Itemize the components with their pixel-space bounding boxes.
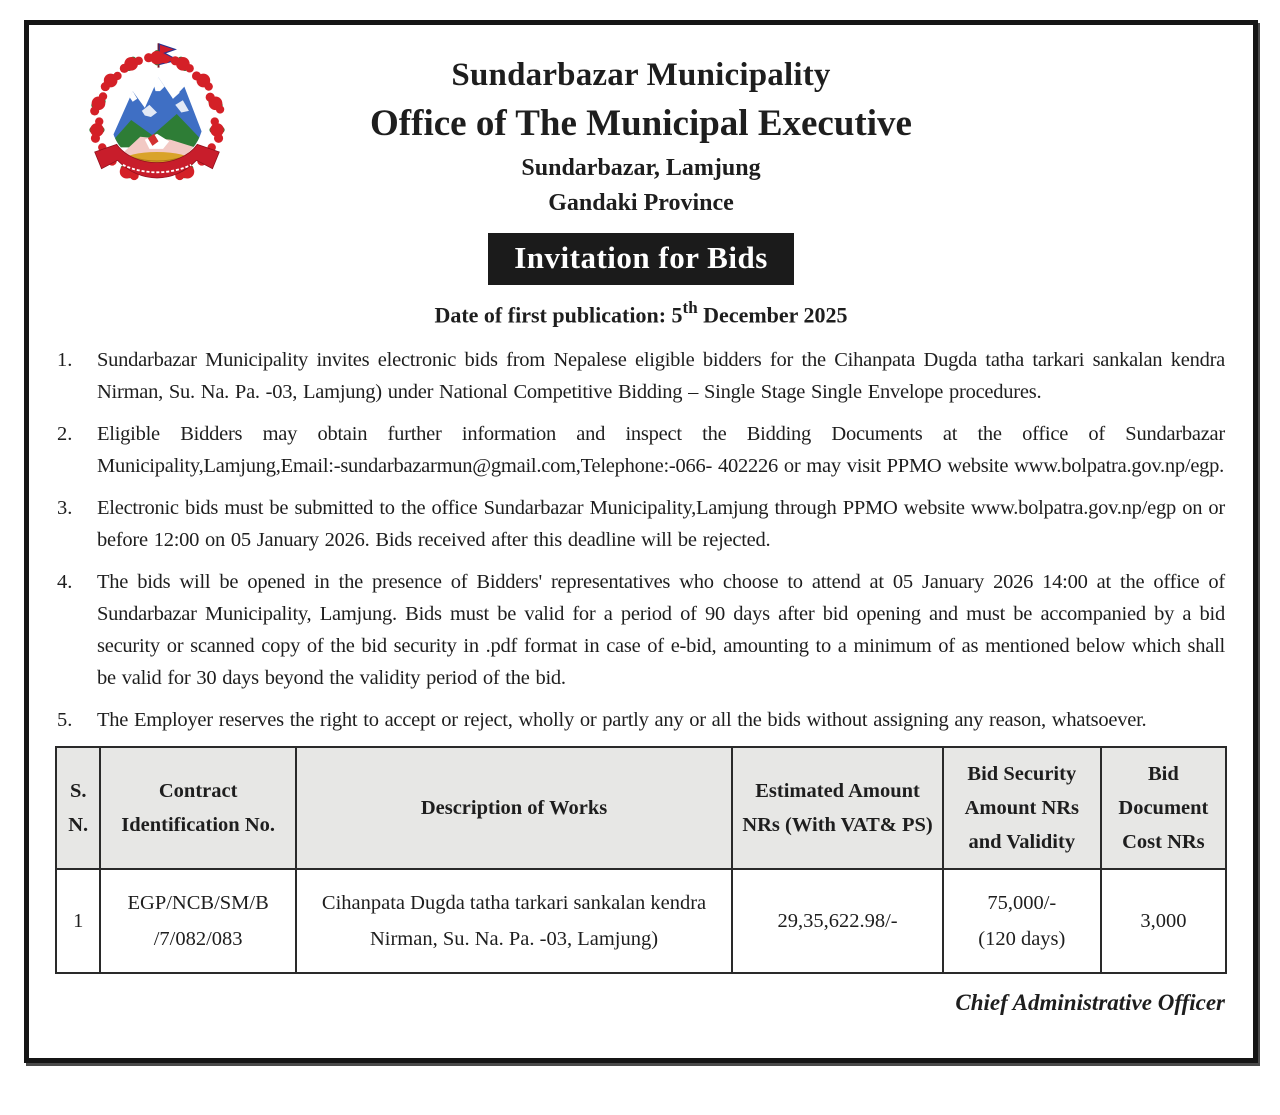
notice-number: 2. <box>57 423 73 446</box>
notice-text: Electronic bids must be submitted to the office Sundarbazar Municipality,Lamjung through PPMO website www.bolpatra.gov.np/egp on or before 12:00 on 05 January 2026. Bids received after this deadline will be rejected. <box>97 497 1225 552</box>
nepal-emblem-logo <box>81 41 233 193</box>
publication-date-suffix: December 2025 <box>697 302 848 328</box>
notice-text: The bids will be opened in the presence of Bidders' representatives who choose to attend at 05 January 2026 14:00 at the office of Sundarbazar Municipality, Lamjung. Bids must be valid for a period of 90 days after bid opening and must be accompanied by a bid security or scanned copy of the bid security in .pdf format in case of e-bid, amounting to a minimum of as mentioned below which shall be valid for 30 days beyond the validity period of the bid. <box>97 571 1225 690</box>
notice-number: 1. <box>57 349 73 372</box>
municipality-name: Sundarbazar Municipality <box>451 57 831 93</box>
cell-sn: 1 <box>56 869 100 973</box>
office-address: Sundarbazar, Lamjung <box>521 155 761 181</box>
document-header <box>55 39 1227 217</box>
invitation-banner: Invitation for Bids <box>488 233 794 285</box>
notice-page <box>24 20 1258 1063</box>
col-header-bid-security: Bid Security Amount NRs and Validity <box>943 747 1101 869</box>
bids-table <box>55 746 1227 974</box>
notice-text: The Employer reserves the right to accept or reject, wholly or partly any or all the bids without assigning any reason, whatsoever. <box>97 709 1147 732</box>
notice-number: 3. <box>57 497 73 520</box>
notice-item-1 <box>57 344 1225 408</box>
cell-estimated-amount: 29,35,622.98/- <box>732 869 943 973</box>
cell-description: Cihanpata Dugda tatha tarkari sankalan kendra Nirman, Su. Na. Pa. -03, Lamjung) <box>296 869 732 973</box>
cell-bid-document-cost: 3,000 <box>1101 869 1226 973</box>
col-header-description: Description of Works <box>296 747 732 869</box>
table-header-row <box>56 747 1226 869</box>
col-header-sn: S. N. <box>56 747 100 869</box>
notice-item-4 <box>57 566 1225 694</box>
col-header-estimated-amount: Estimated Amount NRs (With VAT& PS) <box>732 747 943 869</box>
notice-item-5 <box>57 704 1225 736</box>
notice-item-3 <box>57 492 1225 556</box>
cell-bid-security <box>943 869 1101 973</box>
bid-security-validity: (120 days) <box>978 928 1066 951</box>
publication-date-prefix: Date of first publication: 5 <box>434 302 683 328</box>
notice-list <box>55 344 1227 736</box>
notice-number: 5. <box>57 709 73 732</box>
publication-date-ordinal: th <box>682 298 698 317</box>
cell-contract-id: EGP/NCB/SM/B /7/082/083 <box>100 869 295 973</box>
province-name: Gandaki Province <box>548 190 734 216</box>
col-header-bid-document-cost: Bid Document Cost NRs <box>1101 747 1226 869</box>
notice-text: Sundarbazar Municipality invites electronic bids from Nepalese eligible bidders for the Cihanpata Dugda tatha tarkari sankalan kendra Nirman, Su. Na. Pa. -03, Lamjung) under National Competitive Bidding – Single Stage Single Envelope procedures. <box>97 349 1225 404</box>
table-row <box>56 869 1226 973</box>
publication-date <box>55 299 1227 328</box>
office-name: Office of The Municipal Executive <box>370 103 912 144</box>
signature-title: Chief Administrative Officer <box>955 990 1225 1016</box>
notice-number: 4. <box>57 571 73 594</box>
notice-item-2 <box>57 418 1225 482</box>
bid-security-amount: 75,000/- <box>987 892 1057 915</box>
col-header-contract-id: Contract Identification No. <box>100 747 295 869</box>
notice-text: Eligible Bidders may obtain further information and inspect the Bidding Documents at the office of Sundarbazar Municipality,Lamjung,Email:-sundarbazarmun@gmail.com,Telephone:-066- 402226 or may visit PPMO website www.bolpatra.gov.np/egp. <box>97 423 1225 478</box>
